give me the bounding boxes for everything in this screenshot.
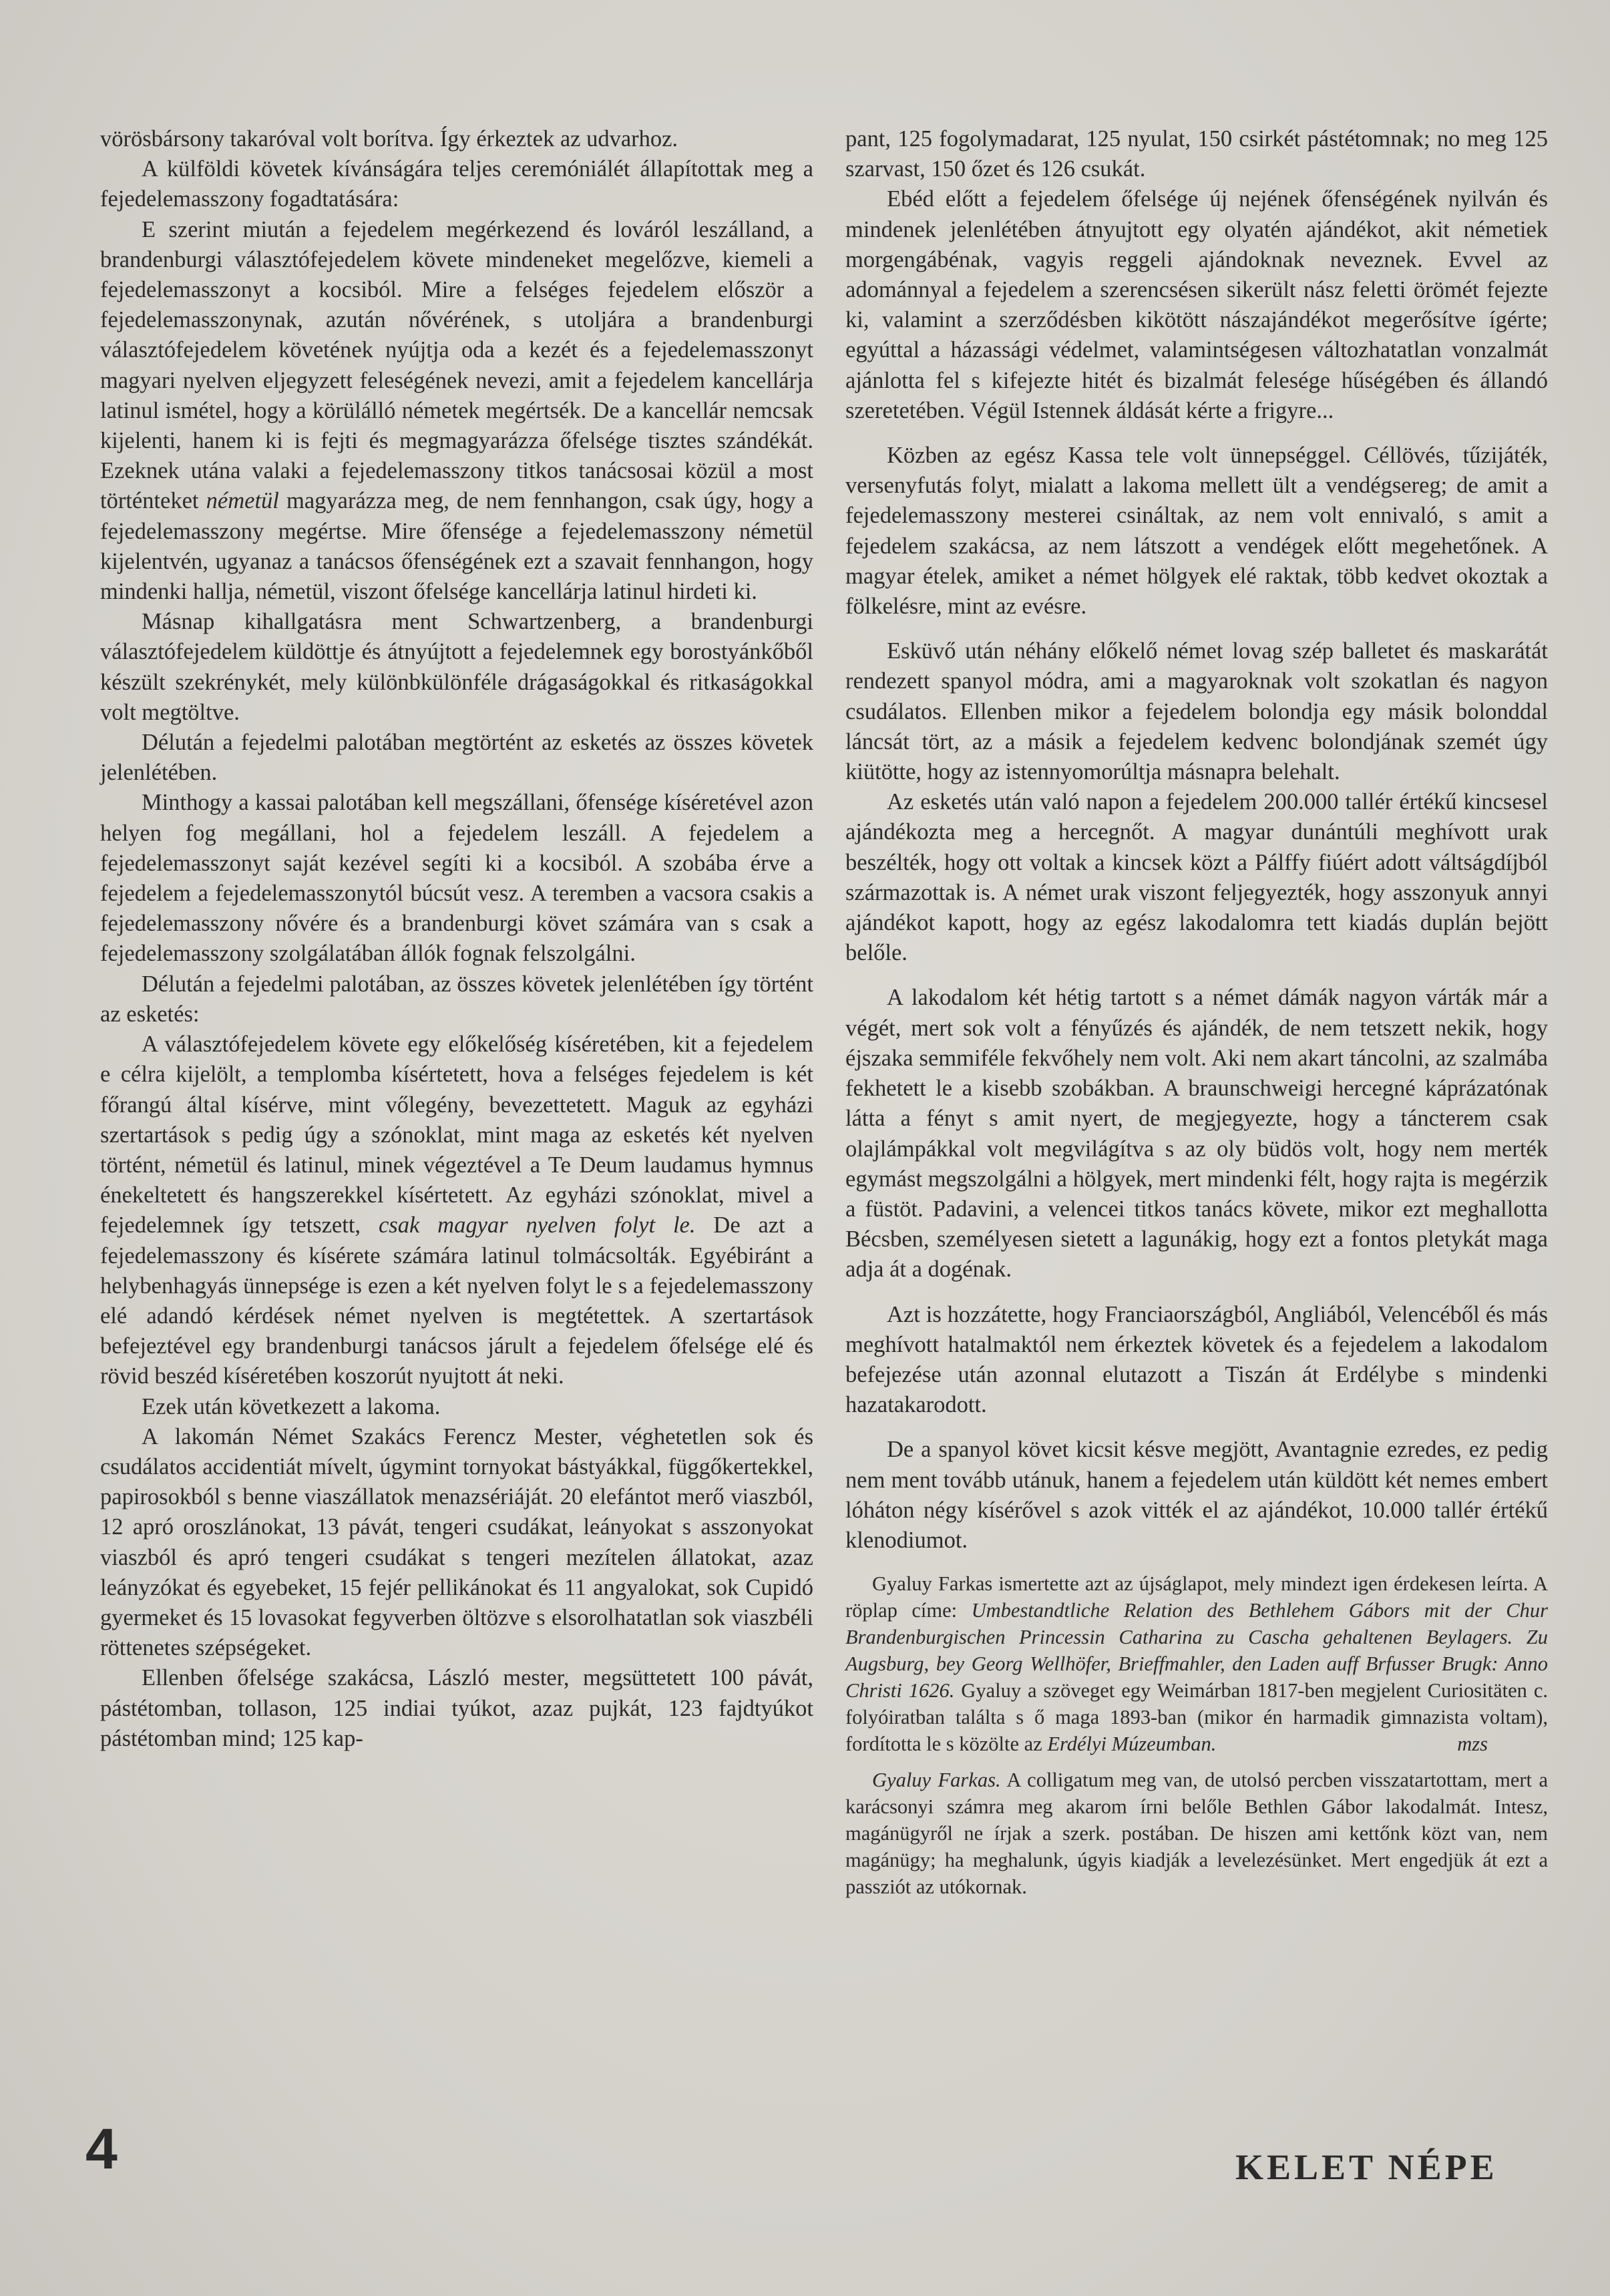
footnotes — [845, 1570, 1548, 1900]
paragraph: Esküvő után néhány előkelő német lovag szép balletet és maskarátát rendezett spanyol módra, ami a magyaroknak volt szokatlan és nagyon csudálatos. Ellenben mikor a fejedelem bolondja egy másik bolonddal láncsát tört, az a másik a fejedelem kedvenc bolondjának szemét úgy kiütötte, hogy az istennyomorúltja másnapra belehalt. — [845, 638, 1548, 785]
signature: mzs — [1457, 1733, 1488, 1756]
paragraph: Az esketés után való napon a fejedelem 200.000 tallér értékű kincsesel ajándékozta meg a hercegnőt. A magyar dunántúli meghívott urak beszélték, hogy ott voltak a kincsek közt a Pálffy fiúért adott váltságdíjból származottak is. A német urak viszont feljegyezték, hogy asszonyuk annyi ajándékot kapott, hogy az egész lakodalomra tett kiadás duplán bejött belőle. — [845, 789, 1548, 966]
paragraph: Azt is hozzátette, hogy Franciaországból, Angliából, Velencéből és más meghívott hatalmaktól nem érkeztek követek és a fejedelem a lakodalom befejezése után azonnal elutazott a Tiszán át Erdélybe s mindenki hazatakarodott. — [845, 1301, 1548, 1418]
publication-title: KELET NÉPE — [1235, 2147, 1498, 2187]
paragraph: A választófejedelem követe egy előkelőség kíséretében, kit a fejedelem e célra kijelölt, a templomba kísértetett, hova a felséges fejedelem is két főrangú által kísérve, mint vőlegény, bevezettetett. Maguk az egyházi szertartások s pedig úgy a szónoklat, mint maga az esketés két nyelven történt, németül és latinul, minek végeztével a Te Deum laudamus hymnus énekeltetett és hangszerekkel kísértetett. Az egyházi szónoklat, mivel a fejedelemnek így tetszett, csak magyar nyelven folyt le. De azt a fejedelemasszony és kísérete számára latinul tolmácsolták. Egyébiránt a helybenhagyás ünnepsége is ezen a két nyelven folyt le s a fejedelemasszony elé adandó kérdések német nyelven is megtétettek. A szertartások befejeztével egy brandenburgi tanácsos járult a fejedelem őfelsége elé és rövid beszéd kíséretében koszorút nyujtott át neki. — [100, 1031, 813, 1389]
paragraph: Ebéd előtt a fejedelem őfelsége új nejének őfenségének nyilván és mindenek jelenlétében átnyujtott egy olyatén ajándékot, akit németiek morgengábénak, vagyis reggeli ajándoknak neveznek. Evvel az adománnyal a fejedelem a szerencsésen sikerült nász feletti örömét fejezte ki, valamint a szerződésben kikötött nászajándékot megerősítve ígérte; egyúttal a házassági védelmet, valamintségesen változhatatlan vonzalmát ajánlotta fel s kifejezte hitét és bizalmát felesége hűségében és állandó szeretetében. Végül Istennek áldását kérte a frigyre... — [845, 186, 1548, 423]
paragraph: Délután a fejedelmi palotában, az összes követek jelenlétében így történt az esketés: — [100, 971, 813, 1027]
paragraph: De a spanyol követ kicsit késve megjött, Avantagnie ezredes, ez pedig nem ment tovább utánuk, hanem a fejedelem után küldött két nemes embert lóháton négy kísérővel s azok vitték el az ajándékot, 10.000 tallér értékű klenodiumot. — [845, 1437, 1548, 1553]
paragraph: Minthogy a kassai palotában kell megszállani, őfensége kíséretével azon helyen fog megállani, hol a fejedelem leszáll. A fejedelem a fejedelemasszonyt saját kezével segíti ki a kocsiból. A szobába érve a fejedelem a fejedelemasszonytól búcsút vesz. A teremben a vacsora csakis a fejedelemasszony nővére és a brandenburgi követ számára van s csak a fejedelemasszony szolgálatában állók fognak felszolgálni. — [100, 790, 813, 967]
paragraph: Ezek után következett a lakoma. — [142, 1393, 441, 1419]
left-column — [100, 124, 813, 1754]
paragraph: Ellenben őfelsége szakácsa, László mester, megsüttetett 100 pávát, pástétomban, tollason, 125 indiai tyúkot, azaz pujkát, 123 fajdtyúkot pástétomban mind; 125 kap- — [100, 1665, 813, 1751]
note-source: Gyaluy Farkas ismertette azt az újságlapot, mely mindezt igen érdekesen leírta. A röplap címe: Umbestandtliche Relation des Bethlehem Gábors mit der Chur Brandenburgischen Princessin Catharina zu Cascha gehaltenen Beylagers. Zu Augsburg, bey Georg Wellhöfer, Brieffmahler, den Laden auff Brfusser Brugk: Anno Christi 1626. Gyaluy a szöveget egy Weimárban 1817-ben megjelent Curiositäten c. folyóiratban találta s ő maga 1893-ban (mikor én harmadik gimnazista voltam), fordította le s közölte az Erdélyi Múzeumban. mzs — [845, 1570, 1548, 1757]
right-column — [845, 124, 1548, 1900]
note-editor: Gyaluy Farkas. A colligatum meg van, de utolsó percben visszatartottam, mert a karácsonyi számra meg akarom írni belőle Bethlen Gábor lakodalmát. Intesz, magánügyről ne írjak a szerk. postában. De hiszen ami kettőnk közt van, nem magánügy; ha meghalunk, úgyis kiadják a levelezésünket. Mert engedjük át ezt a passziót az utókornak. — [845, 1769, 1549, 1899]
page-number: 4 — [85, 2117, 118, 2181]
paragraph: A külföldi követek kívánságára teljes ceremóniálét állapítottak meg a fejedelemasszony fogadtatására: — [100, 156, 813, 212]
paragraph: vörösbársony takaróval volt borítva. Így érkeztek az udvarhoz. — [100, 126, 678, 152]
paragraph: A lakomán Német Szakács Ferencz Mester, véghetetlen sok és csudálatos accidentiát mívelt, úgymint tornyokat bástyákkal, függőkertekkel, papirosokból s benne viaszállatok menazsériáját. 20 elefántot merő viaszból, 12 apró oroszlánokat, 13 pávát, tengeri csudákat, leányokat s asszonyokat viaszból és apró tengeri csudákat s tengeri mezítelen állatokat, azaz leányzókat és egyebeket, 15 fejér pellikánokat és 11 angyalokat, sok Cupidó gyermeket és 15 lovasokat fegyverben öltözve s elsorolhatatlan sok viaszbéli röttenetes szépségeket. — [100, 1423, 813, 1661]
paragraph: Közben az egész Kassa tele volt ünnepséggel. Céllövés, tűzijáték, versenyfutás folyt, mialatt a lakoma mellett ült a vendégsereg; de amit a fejedelemasszony mesterei csináltak, az nem volt ennivaló, s amit a fejedelem szakácsa, az nem látszott a vendégek előtt megehetőnek. A magyar ételek, amiket a német hölgyek elé raktak, több kedvet okoztak a fölkelésre, mint az evésre. — [845, 443, 1548, 620]
paragraph: A lakodalom két hétig tartott s a német dámák nagyon várták már a végét, mert sok volt a fényűzés és ajándék, de nem tetszett nekik, hogy éjszaka semmiféle fekvőhely nem volt. Aki nem akart táncolni, az szalmába fekhetett le a kisebb szobákban. A braunschweigi hercegné káprázatónak látta a fényt s amit nyert, de megjegyezte, hogy a táncterem csak olajlámpákkal volt megvilágítva s az oly büdös volt, hogy nem merték egymást megszolgálni a hölgyek, mert mindenki félt, hogy rajta is megérzik a füstöt. Padavini, a velencei titkos tanács követe, mikor ezt meghallotta Bécsben, személyesen sietett a lagunákig, hogy ezt a fontos pletykát maga adja át a dogénak. — [845, 985, 1548, 1283]
paragraph: pant, 125 fogolymadarat, 125 nyulat, 150 csirkét pástétomnak; no meg 125 szarvast, 150 őzet és 126 csukát. — [845, 126, 1548, 182]
paragraph: Délután a fejedelmi palotában megtörtént az esketés az összes követek jelenlétében. — [100, 730, 813, 786]
paragraph: Másnap kihallgatásra ment Schwartzenberg, a brandenburgi választófejedelem küldöttje és átnyújtott a fejedelemnek egy borostyánkőből készült szekrénykét, mely különbkülönféle drágaságokkal és ritkaságokkal volt megtöltve. — [100, 609, 813, 725]
paragraph: E szerint miután a fejedelem megérkezend és lováról leszálland, a brandenburgi választófejedelem követe mindeneket megelőzve, kiemeli a fejedelemasszonyt a kocsiból. Mire a felséges fejedelem először a fejedelemasszonynak, azután nővérének, s utoljára a brandenburgi választófejedelem követének nyújtja oda a kezét és a fejedelemasszonyt magyari nyelven eljegyzett feleségének nevezi, amit a fejedelem kancellárja latinul ismétel, hogy a körülálló németek megértsék. De a kancellár nemcsak kijelenti, hanem ki is fejti és megmagyarázza őfelsége tisztes szándékát. Ezeknek utána valaki a fejedelemasszony titkos tanácsosai közül a most történteket németül magyarázza meg, de nem fennhangon, csak úgy, hogy a fejedelemasszony megértse. Mire őfensége a fejedelemasszony németül kijelentvén, ugyanaz a tanácsos őfenségének ezt a szavait fennhangon, hogy mindenki hallja, németül, viszont őfelsége kancellárja latinul hirdeti ki. — [100, 216, 813, 605]
